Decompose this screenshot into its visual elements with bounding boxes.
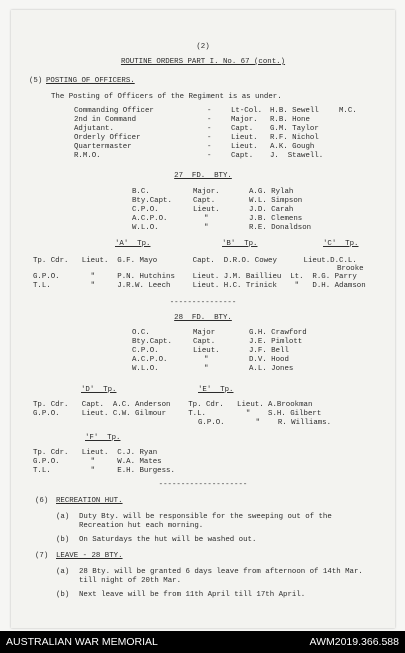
- section-6-b-text: On Saturdays the hut will be washed out.: [79, 536, 257, 544]
- battery-appointment: W.L.O.: [132, 365, 159, 373]
- troop-line: G.P.O. " R. Williams.: [198, 419, 332, 427]
- posting-rank: Lt-Col.: [231, 107, 263, 115]
- posting-name: G.M. Taylor: [270, 125, 319, 133]
- battery-appointment: Bty.Capt.: [132, 197, 172, 205]
- battery-27-title: 27 FD. BTY.: [174, 172, 232, 180]
- posting-dash: -: [207, 125, 212, 133]
- troop-line: G.P.O. Lieut. C.W. Gilmour T.L. " S.H. Gilbert: [33, 410, 322, 418]
- battery-rank: ": [204, 224, 209, 232]
- troop-line: Tp. Cdr. Capt. A.C. Anderson Tp. Cdr. Lieut. A.Brookman: [33, 401, 313, 409]
- section-7-number: (7): [35, 552, 49, 560]
- posting-role: 2nd in Command: [74, 116, 137, 124]
- battery-appointment: B.C.: [132, 188, 150, 196]
- battery-officer: J.E. Pimlott: [249, 338, 303, 346]
- battery-rank: Capt.: [193, 338, 216, 346]
- posting-dash: -: [207, 152, 212, 160]
- battery-appointment: A.C.P.O.: [132, 215, 168, 223]
- troop-c-title: 'C' Tp.: [323, 240, 359, 248]
- troop-a-title: 'A' Tp.: [115, 240, 151, 248]
- posting-rank: Capt.: [231, 152, 254, 160]
- footer-source: AUSTRALIAN WAR MEMORIAL: [6, 636, 158, 648]
- section-7-a-text: till night of 20th Mar.: [79, 577, 182, 585]
- battery-appointment: A.C.P.O.: [132, 356, 168, 364]
- section-7-a-label: (a): [56, 568, 70, 576]
- section-5-title: POSTING OF OFFICERS.: [46, 77, 135, 85]
- posting-role: Orderly Officer: [74, 134, 141, 142]
- battery-officer: A.G. Rylah: [249, 188, 294, 196]
- troop-line: T.L. " J.R.W. Leech Lieut. H.C. Trinick " D.H. Adamson: [33, 282, 366, 290]
- posting-dash: -: [207, 143, 212, 151]
- troop-line: G.P.O. " W.A. Mates: [33, 458, 162, 466]
- section-5-number: (5): [29, 77, 43, 85]
- battery-rank: Major: [193, 329, 216, 337]
- battery-officer: J.F. Bell: [249, 347, 289, 355]
- document-text: [11, 10, 395, 628]
- section-5-intro: The Posting of Officers of the Regiment is as under.: [51, 93, 282, 101]
- document-page: [11, 10, 395, 628]
- battery-rank: ": [204, 356, 209, 364]
- section-divider: --------------------: [158, 481, 248, 489]
- page-number: (2): [196, 43, 210, 51]
- battery-appointment: C.P.O.: [132, 347, 159, 355]
- troop-line: Tp. Cdr. Lieut. G.F. Mayo Capt. D.R.O. Cowey Lieut.D.C.L.: [33, 257, 357, 265]
- battery-rank: Lieut.: [193, 206, 220, 214]
- troop-line: T.L. " E.H. Burgess.: [33, 467, 175, 475]
- posting-rank: Capt.: [231, 125, 254, 133]
- section-7-b-text: Next leave will be from 11th April till 17th April.: [79, 591, 306, 599]
- section-7-b-label: (b): [56, 591, 70, 599]
- document-header: ROUTINE ORDERS PART I. No. 67 (cont.): [120, 58, 286, 66]
- footer-bar: [0, 631, 405, 653]
- section-6-a-label: (a): [56, 513, 70, 521]
- battery-appointment: Bty.Capt.: [132, 338, 172, 346]
- posting-dash: -: [207, 134, 212, 142]
- troop-b-title: 'B' Tp.: [222, 240, 258, 248]
- troop-line-continuation: Brooke: [337, 265, 364, 273]
- posting-name: R.B. Hone: [270, 116, 310, 124]
- battery-28-title: 28 FD. BTY.: [174, 314, 232, 322]
- posting-role: Adjutant.: [74, 125, 114, 133]
- troop-f-title: 'F' Tp.: [85, 434, 121, 442]
- posting-rank: Lieut.: [231, 143, 258, 151]
- battery-officer: J.D. Carah: [249, 206, 294, 214]
- battery-rank: ": [204, 365, 209, 373]
- troop-line: Tp. Cdr. Lieut. C.J. Ryan: [33, 449, 158, 457]
- troop-d-title: 'D' Tp.: [81, 386, 117, 394]
- footer-accession-id: AWM2019.366.588: [309, 636, 399, 648]
- posting-rank: Lieut.: [231, 134, 258, 142]
- battery-appointment: C.P.O.: [132, 206, 159, 214]
- posting-role: R.M.O.: [74, 152, 101, 160]
- posting-name: J. Stawell.: [270, 152, 324, 160]
- battery-appointment: W.L.O.: [132, 224, 159, 232]
- section-6-title: RECREATION HUT.: [56, 497, 123, 505]
- battery-appointment: O.C.: [132, 329, 150, 337]
- battery-officer: R.E. Donaldson: [249, 224, 312, 232]
- section-6-number: (6): [35, 497, 49, 505]
- battery-officer: A.L. Jones: [249, 365, 294, 373]
- section-7-a-text: 28 Bty. will be granted 6 days leave from afternoon of 14th Mar.: [79, 568, 363, 576]
- posting-role: Quartermaster: [74, 143, 132, 151]
- section-7-title: LEAVE - 28 BTY.: [56, 552, 123, 560]
- battery-rank: ": [204, 215, 209, 223]
- battery-rank: Major.: [193, 188, 220, 196]
- section-6-b-label: (b): [56, 536, 70, 544]
- troop-e-title: 'E' Tp.: [198, 386, 234, 394]
- posting-name: H.B. Sewell: [270, 107, 319, 115]
- troop-line: G.P.O. " P.N. Hutchins Lieut. J.M. Baillieu Lt. R.G. Parry: [33, 273, 357, 281]
- battery-officer: G.H. Crawford: [249, 329, 307, 337]
- section-6-a-text: Duty Bty. will be responsible for the sweeping out of the: [79, 513, 332, 521]
- section-6-a-text: Recreation hut each morning.: [79, 522, 204, 530]
- battery-officer: D.V. Hood: [249, 356, 289, 364]
- battery-rank: Lieut.: [193, 347, 220, 355]
- battery-rank: Capt.: [193, 197, 216, 205]
- posting-dash: -: [207, 107, 212, 115]
- posting-rank: Major.: [231, 116, 258, 124]
- battery-officer: W.L. Simpson: [249, 197, 303, 205]
- posting-decoration: M.C.: [339, 107, 357, 115]
- posting-name: A.K. Gough: [270, 143, 315, 151]
- posting-role: Commanding Officer: [74, 107, 154, 115]
- section-divider: ---------------: [169, 299, 237, 307]
- battery-officer: J.B. Clemens: [249, 215, 303, 223]
- posting-dash: -: [207, 116, 212, 124]
- posting-name: R.F. Nichol: [270, 134, 319, 142]
